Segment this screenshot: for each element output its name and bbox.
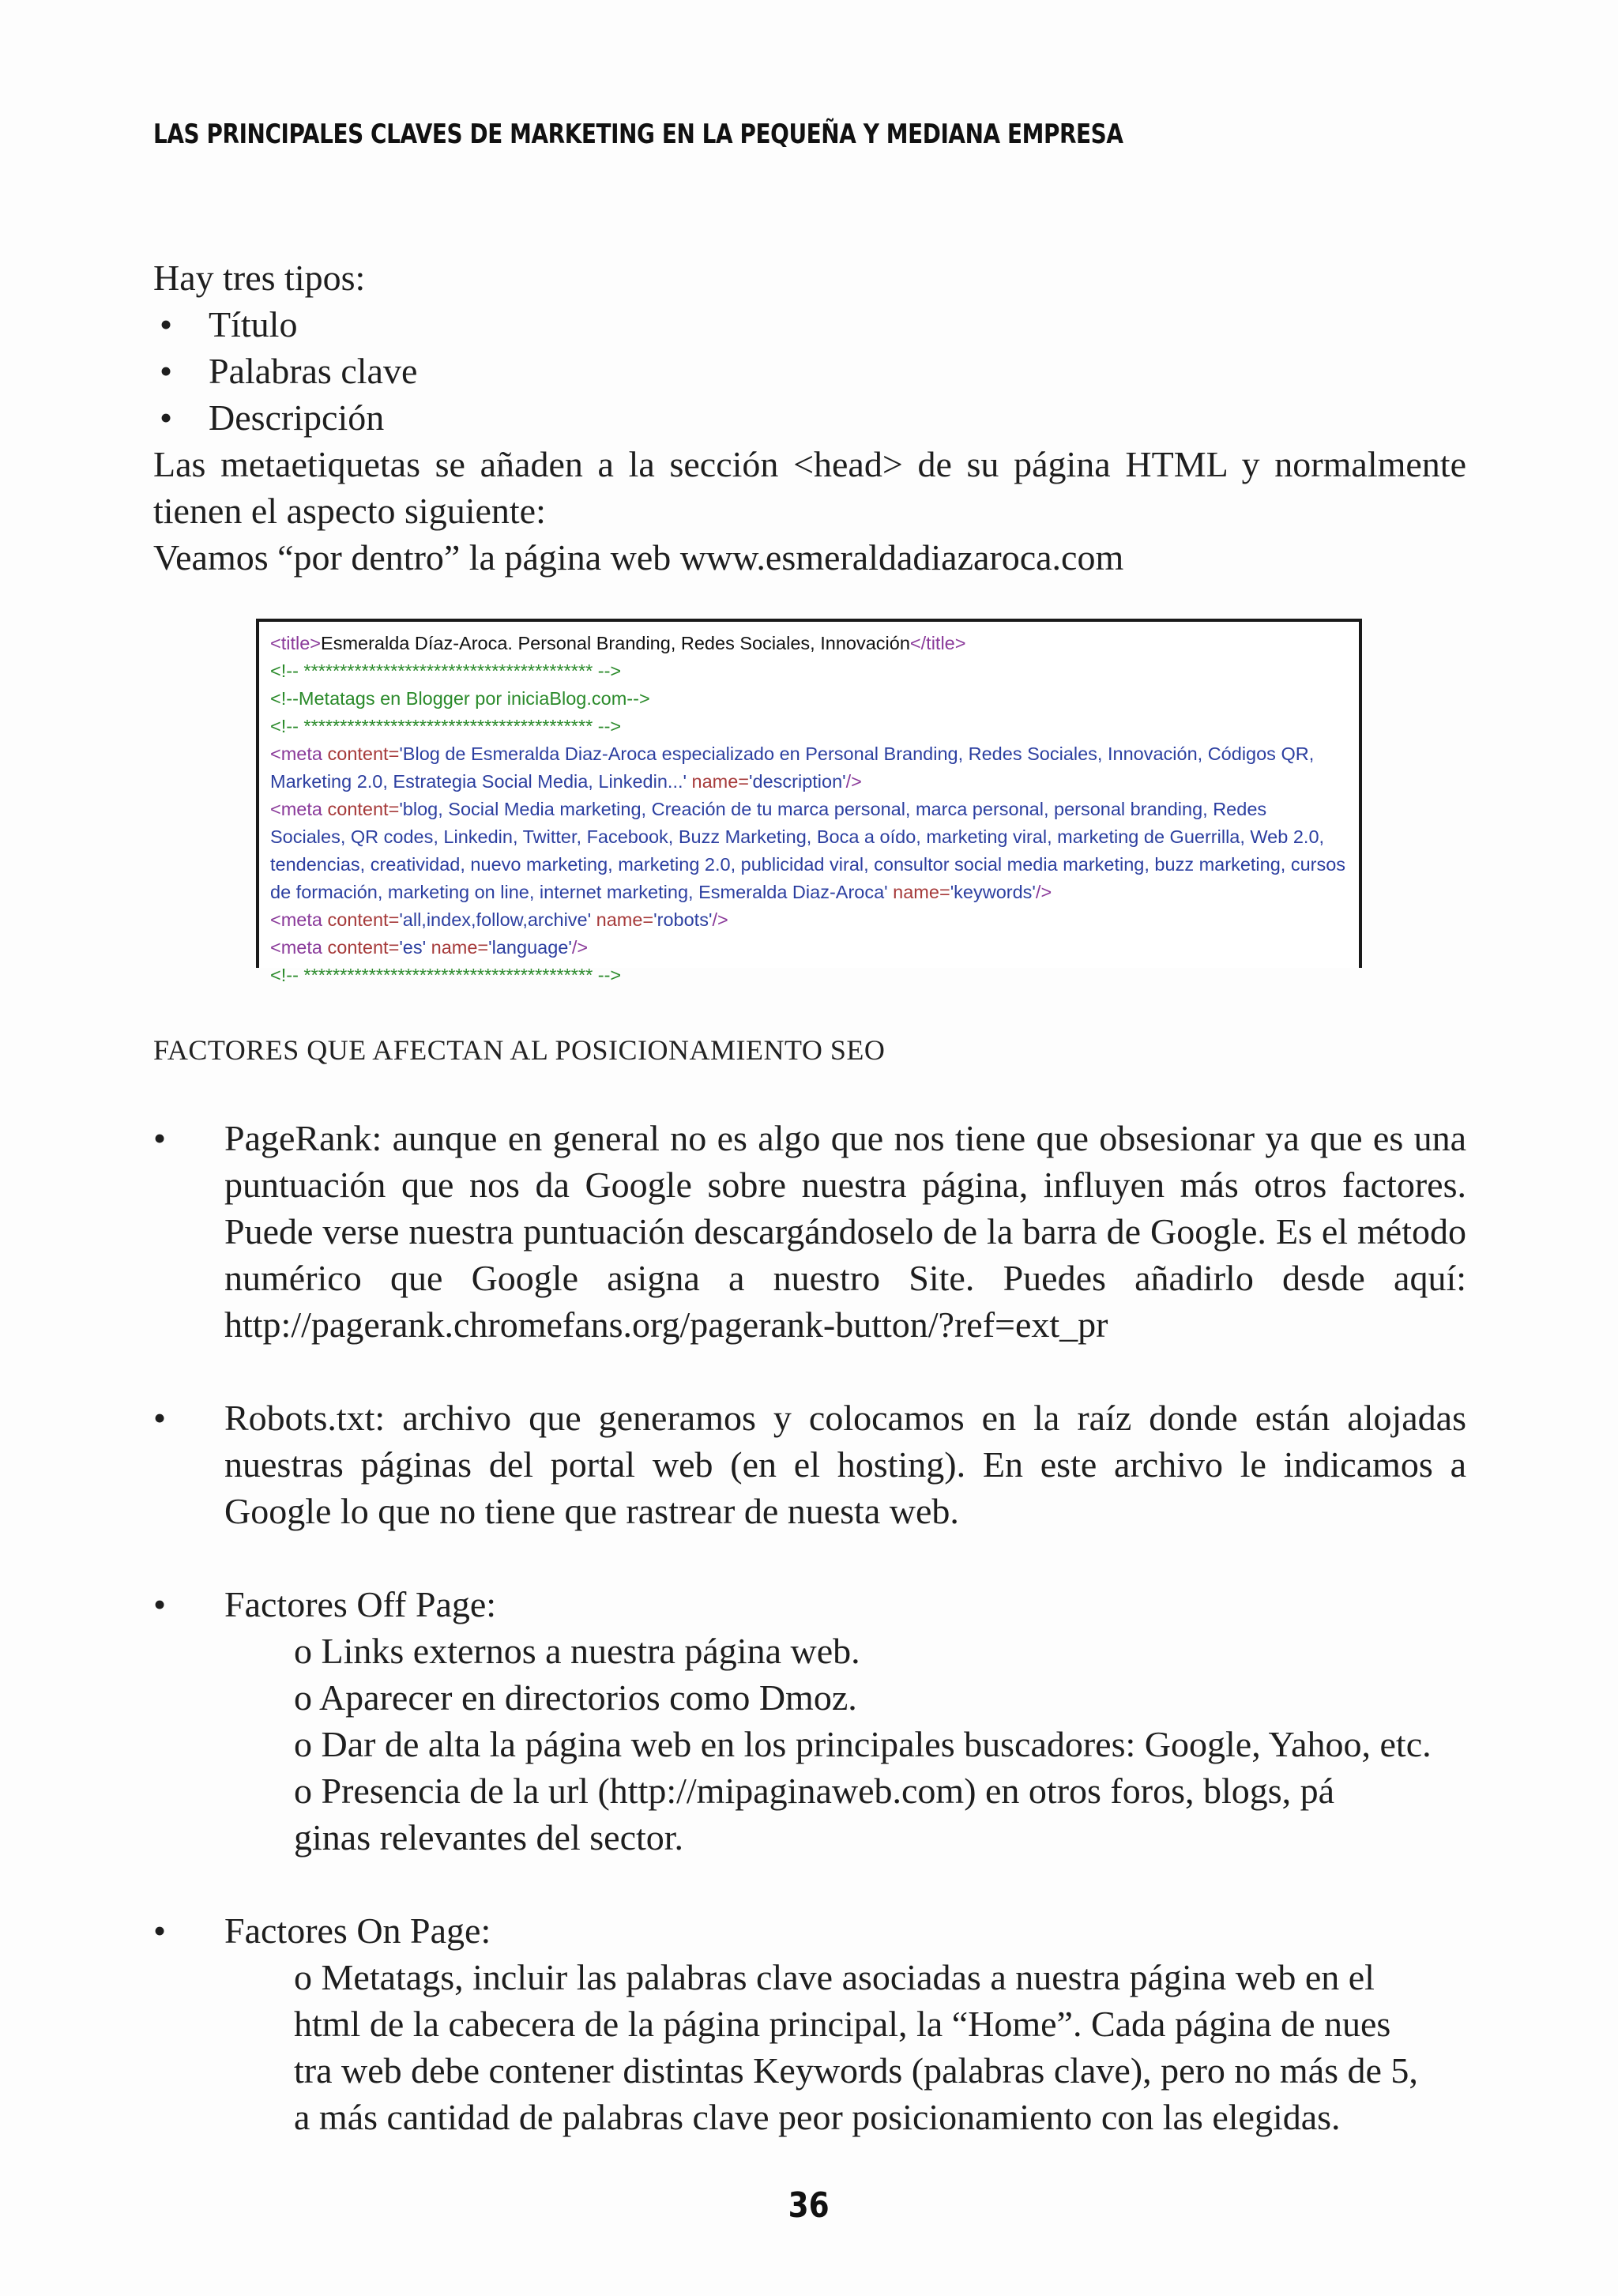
factor-offpage [153,1581,1466,1861]
factor-pagerank [153,1115,1466,1348]
list-item [153,394,1466,441]
code-line: <meta content='Blog de Esmeralda Diaz-Aroca especializado en Personal Branding, Redes Sociales, Innovación, Códigos QR, [270,743,1315,764]
html-source-screenshot [256,619,1362,985]
type-title: Título [209,304,298,344]
code-line: de formación, marketing on line, internet marketing, Esmeralda Diaz-Aroca' name='keywords'/> [270,882,1052,902]
page-number: 36 [788,2185,830,2226]
list-item: a más cantidad de palabras clave peor posicionamiento con las elegidas. [294,2097,1341,2137]
code-line: Marketing 2.0, Estrategia Social Media, Linkedin...' name='description'/> [270,771,862,792]
robots-text: Robots.txt: archivo que generamos y colocamos en la raíz donde están alojadas nuestras páginas del portal web (en el hosting). En este archivo le indicamos a Google lo que no tiene que rastrear de nuesta web. [224,1398,1466,1531]
code-line: <meta content='blog, Social Media marketing, Creación de tu marca personal, marca personal, personal branding, Redes [270,799,1267,819]
code-line: <!-- **************************************** --> [270,965,622,985]
types-lead: Hay tres tipos: [153,258,366,298]
bullet-icon: • [153,1398,167,1438]
factors-list [153,1115,1466,2187]
list-item: tra web debe contener distintas Keywords (palabras clave), pero no más de 5, [294,2050,1418,2091]
pagerank-text: PageRank: aunque en general no es algo que nos tiene que obsesionar ya que es una puntuación que nos da Google sobre nuestra página, influyen más otros factores. Puede verse nuestra puntuación descargándoselo de la barra de Google. Es el método numérico que Google asigna a nuestro Site. Puedes añadirlo desde aquí: http://pagerank.chromefans.org/pagerank-button/?ref=ext_pr [224,1118,1466,1345]
metatags-paragraph: Las metaetiquetas se añaden a la sección <head> de su página HTML y normalmente tienen el aspecto siguiente: [153,444,1466,531]
bullet-icon: • [160,304,173,344]
code-line: <!-- **************************************** --> [270,716,622,736]
bullet-icon: • [153,1584,167,1624]
list-item: o Presencia de la url (http://mipaginaweb.com) en otros foros, blogs, pá [294,1771,1335,1811]
list-item [153,348,1466,394]
onpage-subitems [224,1954,1466,2140]
list-item: o Metatags, incluir las palabras clave asociadas a nuestra página web en el [294,1957,1375,1997]
code-line: <!-- **************************************** --> [270,661,622,681]
list-item: ginas relevantes del sector. [294,1817,684,1858]
code-line: <!--Metatags en Blogger por iniciaBlog.com--> [270,688,650,709]
factor-onpage [153,1907,1466,2140]
bullet-icon: • [160,351,173,391]
list-item [153,301,1466,348]
type-description: Descripción [209,397,385,438]
code-line: tendencias, creatividad, nuevo marketing, marketing 2.0, publicidad viral, consultor social media marketing, buzz marketing, cursos [270,854,1346,875]
code-line: <meta content='all,index,follow,archive' name='robots'/> [270,909,728,930]
offpage-label: Factores Off Page: [224,1584,497,1624]
list-item: html de la cabecera de la página principal, la “Home”. Cada página de nues [294,2004,1391,2044]
list-item: o Dar de alta la página web en los principales buscadores: Google, Yahoo, etc. [294,1724,1432,1764]
bullet-icon: • [153,1910,167,1951]
code-line: <title>Esmeralda Díaz-Aroca. Personal Branding, Redes Sociales, Innovación</title> [270,633,966,653]
intro-section [153,254,1466,581]
type-keywords: Palabras clave [209,351,418,391]
bullet-icon: • [153,1118,167,1158]
example-line: Veamos “por dentro” la página web www.esmeraldadiazaroca.com [153,537,1124,578]
code-line: Sociales, QR codes, Linkedin, Twitter, Facebook, Buzz Marketing, Boca a oído, marketing viral, marketing de Guerrilla, Web 2.0, [270,826,1325,847]
running-header: LAS PRINCIPALES CLAVES DE MARKETING EN LA PEQUEÑA Y MEDIANA EMPRESA [153,119,1123,150]
onpage-label: Factores On Page: [224,1910,491,1951]
list-item: o Aparecer en directorios como Dmoz. [294,1677,857,1718]
code-line: <meta content='es' name='language'/> [270,937,589,958]
offpage-subitems [224,1628,1466,1861]
types-list [153,301,1466,441]
factor-robots [153,1395,1466,1534]
list-item: o Links externos a nuestra página web. [294,1631,860,1671]
section-heading: FACTORES QUE AFECTAN AL POSICIONAMIENTO SEO [153,1034,886,1066]
bullet-icon: • [160,397,173,438]
